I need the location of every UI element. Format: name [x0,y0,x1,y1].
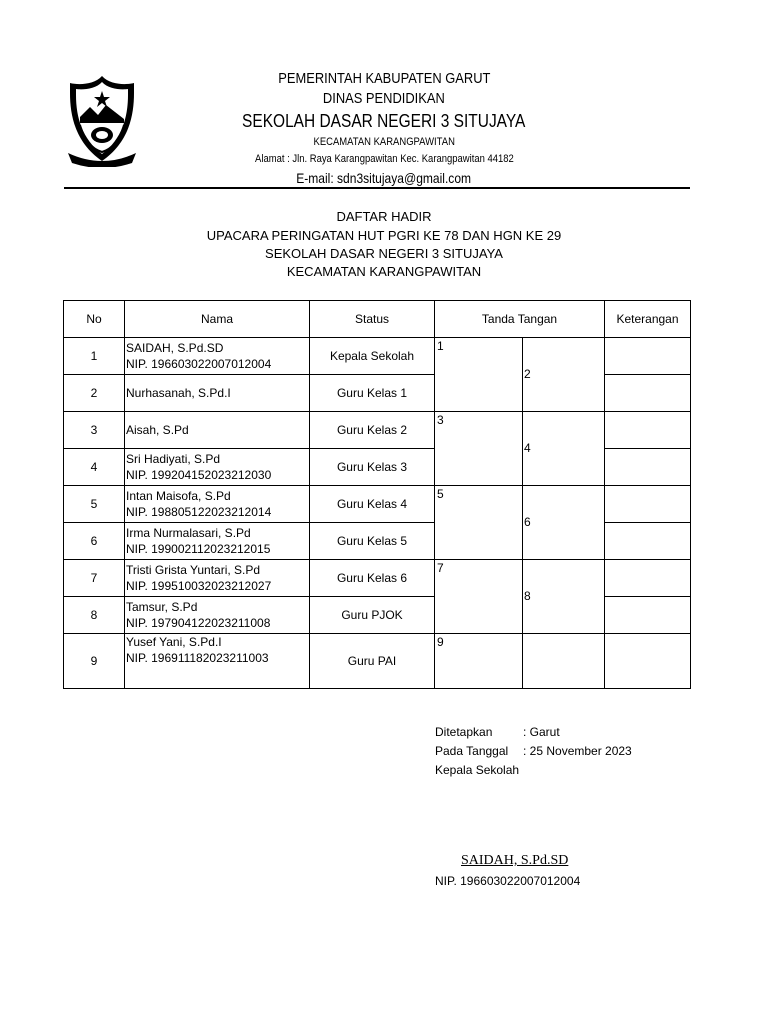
row-name: SAIDAH, S.Pd.SD [126,340,224,355]
row-remarks[interactable] [605,375,691,412]
row-nip: NIP. 199002112023212015 [126,542,271,556]
row-nip: NIP. 199204152023212030 [126,468,272,482]
header-tanda-tangan: Tanda Tangan [435,301,605,338]
header-address: Alamat : Jln. Raya Karangpawitan Kec. Karangpawitan 44182 [254,153,514,165]
title-event: UPACARA PERINGATAN HUT PGRI KE 78 DAN HGN KE 29 [206,228,562,243]
row-status: Guru PAI [310,634,435,689]
signature-space[interactable] [435,597,523,634]
signature-slot-8[interactable]: 8 [523,560,605,634]
row-status: Guru Kelas 1 [310,375,435,412]
row-number: 5 [64,486,125,523]
row-number: 9 [64,634,125,689]
row-nip: NIP. 199510032023212027 [126,579,272,593]
header-nama: Nama [125,301,310,338]
tanggal-line [435,744,632,758]
row-remarks[interactable] [605,560,691,597]
tanggal-label: Pada Tanggal [435,744,509,758]
header-no: No [64,301,125,338]
row-status: Guru Kelas 3 [310,449,435,486]
row-status: Kepala Sekolah [310,338,435,375]
row-remarks[interactable] [605,338,691,375]
ditetapkan-value: : Garut [523,725,560,739]
row-name-cell [125,523,310,560]
row-name-cell [125,375,310,412]
row-nip: NIP. 198805122023212014 [126,505,272,519]
title-school: SEKOLAH DASAR NEGERI 3 SITUJAYA [265,246,503,261]
row-name: Intan Maisofa, S.Pd [126,488,231,503]
row-name-cell [125,486,310,523]
signature-space[interactable] [435,375,523,412]
table-row [64,486,691,523]
row-name-cell [125,560,310,597]
table-row [64,634,691,689]
row-remarks[interactable] [605,597,691,634]
row-name: Aisah, S.Pd [126,422,189,437]
signature-slot-3[interactable]: 3 [435,412,523,449]
row-number: 4 [64,449,125,486]
ditetapkan-line [435,725,560,739]
row-status: Guru Kelas 5 [310,523,435,560]
table-header-row [64,301,691,338]
row-remarks[interactable] [605,523,691,560]
header-government: PEMERINTAH KABUPATEN GARUT [277,70,491,87]
row-name-cell [125,634,310,689]
table-row [64,560,691,597]
header-school-name: SEKOLAH DASAR NEGERI 3 SITUJAYA [242,111,526,131]
signature-space[interactable] [435,523,523,560]
row-name-cell [125,597,310,634]
table-row [64,412,691,449]
row-remarks[interactable] [605,412,691,449]
header-divider [64,187,690,189]
row-remarks[interactable] [605,486,691,523]
row-status: Guru Kelas 2 [310,412,435,449]
row-remarks[interactable] [605,449,691,486]
tanggal-value: : 25 November 2023 [523,744,632,758]
title-district: KECAMATAN KARANGPAWITAN [286,264,482,279]
row-status: Guru Kelas 6 [310,560,435,597]
row-number: 6 [64,523,125,560]
signature-slot-9[interactable]: 9 [435,634,523,689]
row-name-cell [125,412,310,449]
header-department: DINAS PENDIDIKAN [323,90,445,107]
header-email: E-mail: sdn3situjaya@gmail.com [296,170,472,186]
signature-slot-2[interactable]: 2 [523,338,605,412]
signature-role: Kepala Sekolah [435,763,520,777]
signature-slot-7[interactable]: 7 [435,560,523,597]
row-nip: NIP. 196603022007012004 [126,357,272,371]
header-keterangan: Keterangan [605,301,691,338]
row-name: Tamsur, S.Pd [126,599,198,614]
row-number: 8 [64,597,125,634]
row-status: Guru PJOK [310,597,435,634]
signature-slot-6[interactable]: 6 [523,486,605,560]
row-name: Nurhasanah, S.Pd.I [126,385,231,400]
row-name: Tristi Grista Yuntari, S.Pd [126,562,261,577]
ditetapkan-label: Ditetapkan [435,725,493,739]
row-name-cell [125,449,310,486]
table-row [64,338,691,375]
row-number: 1 [64,338,125,375]
row-name: Irma Nurmalasari, S.Pd [126,525,251,540]
row-nip: NIP. 197904122023211008 [126,616,271,630]
row-number: 7 [64,560,125,597]
signature-slot-5[interactable]: 5 [435,486,523,523]
row-name-cell [125,338,310,375]
signatory-name: SAIDAH, S.Pd.SD [461,853,569,868]
row-name: Sri Hadiyati, S.Pd [126,451,221,466]
row-remarks[interactable] [605,634,691,689]
title-daftar-hadir: DAFTAR HADIR [336,209,432,224]
row-number: 2 [64,375,125,412]
signature-slot-1[interactable]: 1 [435,338,523,375]
signature-slot-4[interactable]: 4 [523,412,605,486]
signatory-nip: NIP. 196603022007012004 [435,874,581,888]
header-district: KECAMATAN KARANGPAWITAN [313,136,455,148]
header-status: Status [310,301,435,338]
attendance-table [63,300,691,689]
row-status: Guru Kelas 4 [310,486,435,523]
signature-space[interactable] [523,634,605,689]
signature-space[interactable] [435,449,523,486]
row-name: Yusef Yani, S.Pd.I [126,635,222,649]
row-nip: NIP. 196911182023211003 [126,651,269,666]
row-number: 3 [64,412,125,449]
